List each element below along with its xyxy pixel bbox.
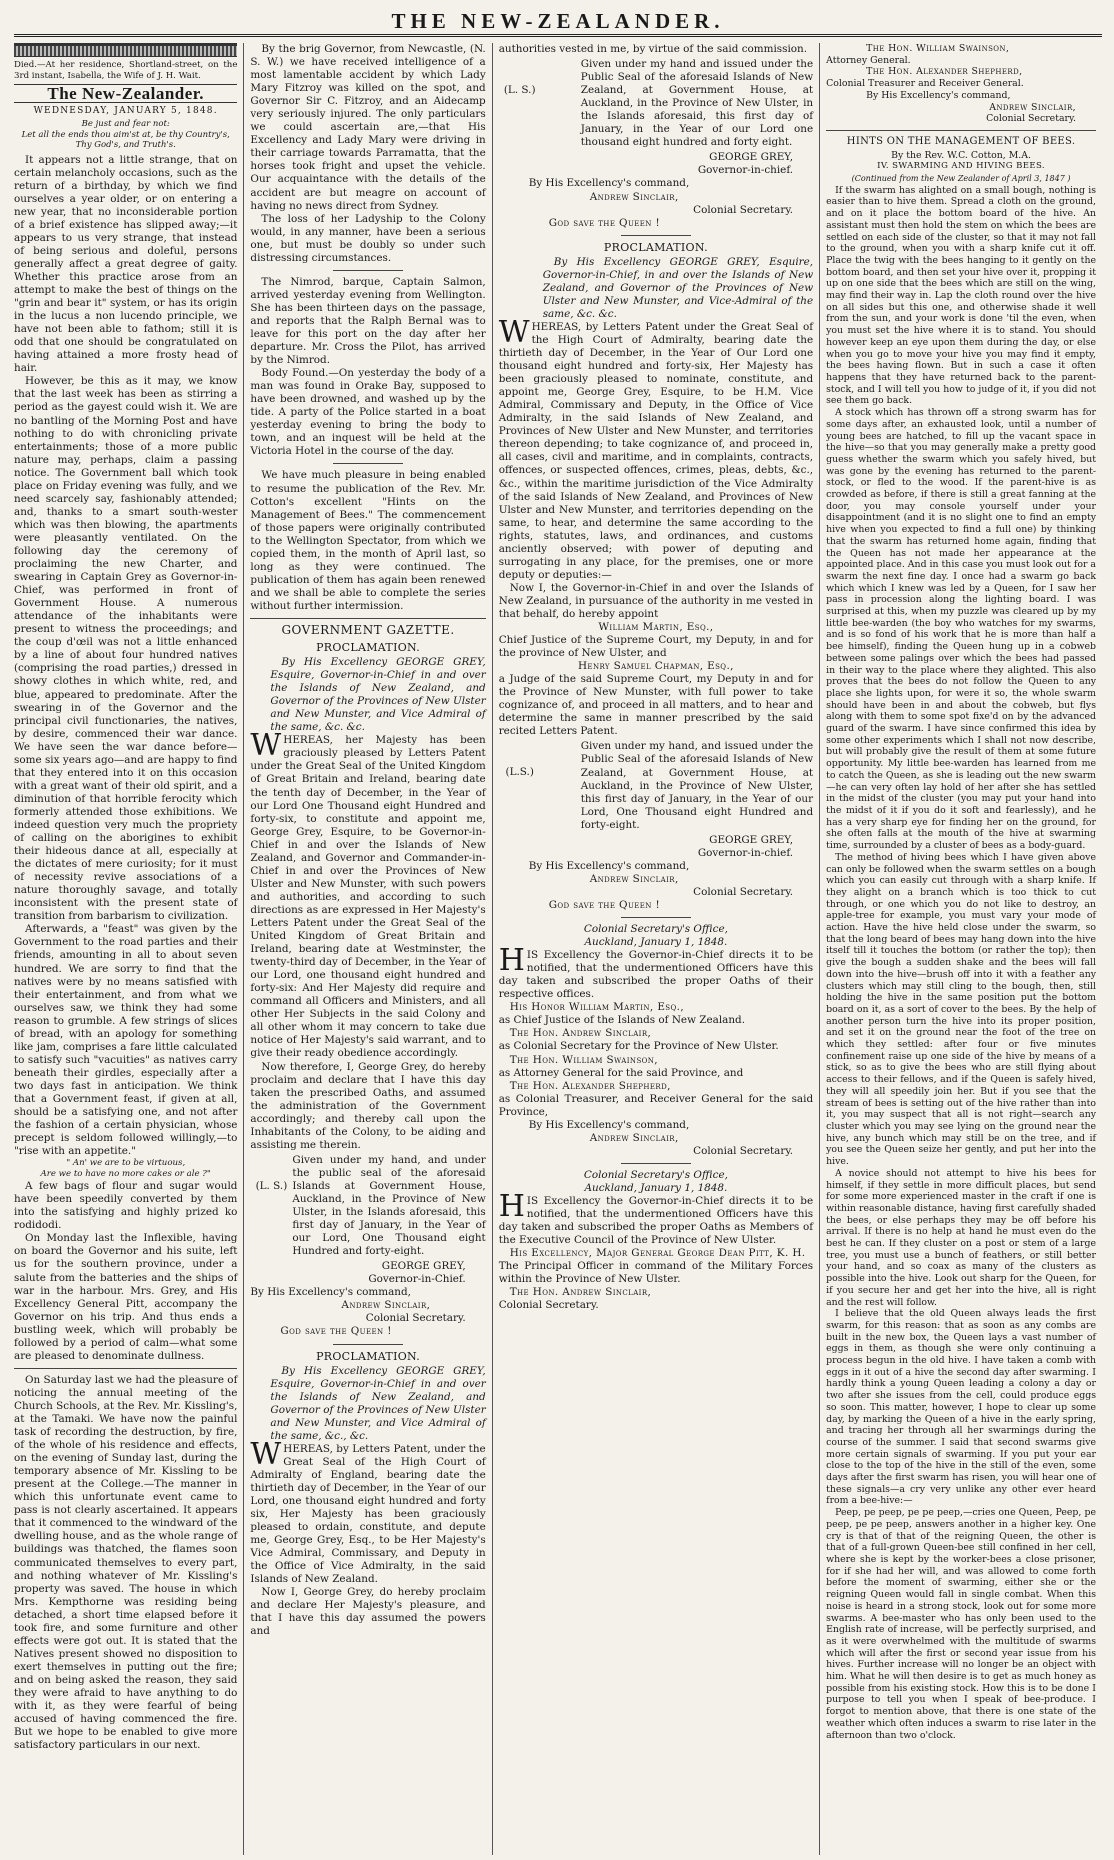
officer-name: The Hon. Andrew Sinclair, — [509, 1286, 652, 1299]
proclamation-byline: By His Excellency GEORGE GREY, Esquire, Governor-in-Chief, in and over the Islands of New Zealand, and Governor of the Provinces of New Ulster and New Munster, and Vice-Admiral of the same, &c. &c. — [542, 255, 814, 320]
article-heading: HINTS ON THE MANAGEMENT OF BEES. — [846, 135, 1076, 147]
article-paragraph: By the brig Governor, from Newcastle, (N. S. W.) we have received intelligence of a most lamentable accident by which Lady Mary Fitzroy was killed on the spot, and Governor Sir C. Fitzroy, and an Aidecamp very seriously injured. The only particulars we could ascertain are,—that His Excellency and Lady Mary were driving in their carriage towards Parramatta, that the horses took fright and upset the vehicle. Our acquaintance with the details of the accident are but meagre on account of having no news direct from Sydney. — [250, 43, 486, 212]
officer-name: The Hon. Alexander Shepherd, — [866, 66, 1023, 78]
officer-name: His Honor William Martin, Esq., — [509, 1001, 685, 1014]
article-section: IV. SWARMING AND HIVING BEES. — [877, 161, 1045, 172]
signature: Andrew Sinclair, — [589, 1131, 679, 1144]
signature-title: Colonial Secretary. — [693, 203, 794, 216]
officer-name: The Hon. William Swainson, — [866, 43, 1010, 54]
motto-line: Let all the ends thou aim'st at, be thy Country's, — [21, 129, 230, 140]
article-paragraph: It appears not a little strange, that on certain melancholy occasions, such as the return of a birthday, by which we find ourselves a year older, or on entering a new year, that no inconsiderable portion of a brief existence has slipped away;—it appears to us very strange, that instead of being serious and doleful, persons generally affect a great degree of gaity. Whether this practice arose from an attempt to make the best of things on the "grin and bear it" system, or has its origin in the lucus a non lucendo principle, we have not been able to fathom; still it is odd that one should be congratulated on having attained a more frosty head of hair. — [14, 153, 238, 375]
proclamation-body: authorities vested in me, by virtue of the said commission. — [498, 43, 808, 55]
officer-role: as Chief Justice of the Islands of New Zealand. — [498, 1014, 745, 1027]
signature-title: Governor-in-chief. — [697, 846, 794, 859]
office-header: Colonial Secretary's Office, — [583, 923, 728, 936]
masthead-rule — [14, 34, 1102, 37]
notice-body: HIS Excellency the Governor-in-Chief directs it to be notified, that the undermentioned Officers have this day taken and subscribed the proper Oaths as Members of the Executive Council of the Province of New Ulster. — [498, 1188, 814, 1247]
article-paragraph: Peep, pe peep, pe pe peep,—cries one Queen, Peep, pe peep, pe pe peep, answers another in a higher key. One cry is that of that of the reigning Queen, the other is that of a full-grown Queen-bee still confined in her cell, where she is kept by the worker-bees a close prisoner, for if she had her will, and was allowed to come forth before the moment of swarming, either she or the reigning Queen would fall in single combat. When this noise is heard in a strong stock, look out for some more swarms. A bee-master who has only been used to the English rate of increase, will be perfectly surprised, and as it were overwhelmed with the multitude of swarms which will after the first or second year issue from his hives. Further increase will no longer be an object with him. What he will then desire is to get as much honey as possible from his existing stock. How this is to be done I purpose to tell you when I speak of bee-produce. I forgot to mention above, that there is one state of the weather which often induces a swarm to rise later in the afternoon than two o'clock. — [826, 1507, 1096, 1741]
column-2 — [243, 43, 491, 1855]
article-paragraph: The loss of her Ladyship to the Colony would, in any manner, have been a serious one, but must be doubly so under such distressing circumstances. — [250, 212, 486, 264]
verse-line: Are we to have no more cakes or ale ?" — [40, 1169, 211, 1180]
seal-block — [499, 58, 813, 149]
signature-title: Colonial Secretary. — [693, 1144, 794, 1157]
officer-role: as Attorney General for the said Province, and — [498, 1066, 744, 1079]
death-notice: Died.—At her residence, Shortland-street, on the 3rd instant, Isabella, the Wife of J. H. Wait. — [14, 60, 238, 81]
divider — [621, 1163, 691, 1164]
article-paragraph: On Saturday last we had the pleasure of noticing the annual meeting of the Church Schools, at the Rev. Mr. Kissling's, at the Tamaki. We have now the painful task of recording the destruction, by fire, of the whole of his residence and effects, on the evening of Sunday last, during the temporary absence of Mr. Kissling to be present at the College.—The manner in which this unfortunate event came to pass is not clearly ascertained. It appears that it commenced to the windward of the dwelling house, and as the whole range of buildings was thatched, the flames soon communicated themselves to every part, and nothing whatever of Mr. Kissling's property was saved. The house in which Mrs. Kempthorne was residing being detached, a short time elapsed before it took fire, and some furniture and other effects were got out. It is stated that the Natives present showed no disposition to exert themselves in putting out the fire; and on being asked the reason, they said they were afraid to have anything to do with it, as they were fearful of being accused of having commenced the fire. But we hope to be enabled to give more satisfactory particulars in our next. — [14, 1373, 238, 1752]
signature-title: Colonial Secretary. — [365, 1312, 466, 1325]
officer-role: The Principal Officer in command of the Military Forces within the Province of New Ulster. — [498, 1260, 814, 1286]
seal-mark: (L.S.) — [505, 766, 534, 779]
article-paragraph: Afterwards, a "feast" was given by the Government to the road parties and their friends, amounting in all to about seven hundred. We are sorry to find that the natives were by no means satisfied with their entertainment, and from what we ourselves saw, we think they had some reason to grumble. A few strings of slices of bread, with an apology for something like jam, comprises a fare little calculated to satisfy such "vacuities" as natives carry beneath their girdles, especially after a two days fast in anticipation. We think that a Government feast, if given at all, should be a satisfying one, and not after the fashion of a certain physician, whose precept is seldom followed willingly,—to "rise with an appetite." — [14, 923, 238, 1158]
motto — [14, 119, 237, 151]
signature-title: Governor-in-chief. — [697, 164, 794, 177]
seal-mark: (L. S.) — [503, 84, 536, 97]
proclamation-byline: By His Excellency GEORGE GREY, Esquire, Governor-in-Chief in and over the Islands of New Zealand, and Governor of the Provinces of New Ulster and New Munster, and Vice Admiral of the same, &c. &c. — [270, 656, 486, 734]
article-paragraph: However, be this as it may, we know that the last week has been as stirring a period as the gayest could wish it. We are no bantling of the Morning Post and have nothing to do with chronicling private entertainments; those of a more public nature may, perhaps, claim a passing notice. The Government ball which took place on Friday evening was fully, and we need scarcely say, fashionably attended; and, thanks to a smart south-wester which was then blowing, the apartments were pleasantly ventilated. On the following day the ceremony of proclaiming the new Charter, and swearing in Captain Grey as Governor-in-Chief, was performed in front of Government House. A numerous attendance of the inhabitants were present to witness the proceedings; and the coup d'œil was not a little enhanced by a line of about four hundred natives (comprising the road parties,) dressed in showy clothes in which white, red, and blue, appeared to predominate. After the swearing in of the Governor and the principal civil functionaries, the natives, by desire, commenced their war dance. We have seen the war dance before—some six years ago—and are happy to find that they entered into it on this occasion with a great want of their old spirit, and a diminution of that horrible ferocity which formerly attended those exhibitions. We indeed question very much the propriety of calling on the aborigines to exhibit their hideous dance at all, especially at the dictates of mere curiosity; for it must of necessity revive associations of a nature thoroughly savage, and totally inconsistent with the present state of transition from barbarism to civilization. — [14, 375, 238, 923]
proclamation-body: WHEREAS, by Letters Patent under the Great Seal of the High Court of Admiralty, bearing date the thirtieth day of December, in the Year of Our Lord one thousand eight hundred and forty-six, Her Majesty has been graciously pleased to nominate, constitute, and appoint me, George Grey, Esquire, to be H.M. Vice Admiral, Commissary and Deputy, in the Office of Vice Admiralty, in the said Islands of New Zealand, and Provinces of New Ulster and New Munster, and territories thereon depending; to take cognizance of, and proceed in, all cases, civil and maritime, and in complaints, contracts, offences, or suspected offences, crimes, pleas, debts, &c., &c., within the maritime jurisdiction of the Vice Admiralty of the said Islands of New Zealand, and Provinces of New Ulster and New Munster, and territories depending on the same, to hear, and determine the same according to the rights, statutes, laws, and ordinances, and customs anciently observed; with power of deputing and surrogating in any place, for the premises, one or more deputy or deputies:— — [498, 314, 814, 581]
seal-block — [250, 1154, 485, 1258]
article-paragraph: The Nimrod, barque, Captain Salmon, arrived yesterday evening from Wellington. She has been thirteen days on the passage, and reports that the Ralph Bernal was to leave for this port on the day after her departure. Mr. Cross the Pilot, has arrived by the Nimrod. — [250, 275, 486, 367]
decorative-border — [14, 43, 237, 57]
signature: Andrew Sinclair, — [589, 190, 679, 203]
column-1 — [14, 43, 243, 1855]
officer-name: His Excellency, Major General George Dean Pitt, K. H. — [509, 1247, 806, 1260]
by-command: By His Excellency's command, — [528, 859, 690, 872]
appointee-role: a Judge of the said Supreme Court, my Deputy in and for the Province of New Munster, with full power to take cognizance of, and proceed in all matters, and to hear and determine the same in manner prescribed by the said recited Letters Patent. — [498, 673, 814, 738]
by-command: By His Excellency's command, — [250, 1286, 411, 1299]
dateline: WEDNESDAY, JANUARY 5, 1848. — [33, 106, 218, 117]
column-3 — [492, 43, 819, 1855]
proclamation-body: Now therefore, I, George Grey, do hereby proclaim and declare that I have this day taken the prescribed Oaths, and assumed the administration of the Government accordingly; and thereby call upon the Inhabitants of the Colony, to be aiding and assisting me therein. — [250, 1060, 486, 1151]
proclamation-body: WHEREAS, by Letters Patent, under the Great Seal of the High Court of Admiralty of England, bearing date the thirtieth day of December, in the Year of our Lord, one thousand eight hundred and forty six, Her Majesty has been graciously pleased to ordain, constitute, and depute me, George Grey, Esq., to be Her Majesty's Vice Admiral, Commissary, and Deputy in the Office of Vice Admiralty, in the said Islands of New Zealand. — [250, 1436, 486, 1586]
by-command: By His Excellency's command, — [528, 1118, 690, 1131]
divider — [333, 463, 403, 464]
divider — [14, 1368, 237, 1369]
article-paragraph: Body Found.—On yesterday the body of a man was found in Orake Bay, supposed to have been drowned, and washed up by the tide. A party of the Police started in a boat yesterday evening to bring the body to town, and an inquest will be held at the Victoria Hotel in the course of the day. — [250, 367, 486, 458]
proclamation-body: WHEREAS, her Majesty has been graciously pleased by Letters Patent under the Great Seal of the United Kingdom of Great Britain and Ireland, bearing date the tenth day of December, in the Year of our Lord One Thousand eight Hundred and forty-six, to constitute and appoint me, George Grey, Esquire, to be Governor-in-Chief in and over the Islands of New Zealand, and Governor and Commander-in-Chief in and over the Provinces of New Ulster and New Munster, with such powers and authorities, and according to such directions as are expressed in Her Majesty's Letters Patent under the Great Seal of the United Kingdom of Great Britain and Ireland, bearing date at Westminster, the twenty-third day of December, in the Year of our Lord, one thousand eight hundred and forty-six: And Her Majesty did require and command all Officers and Ministers, and all other Her Subjects in the said Colony and all other whom it may concern to take due notice of Her Majesty's said warrant, and to give their ready obedience accordingly. — [250, 728, 486, 1060]
verse-quote — [14, 1158, 237, 1180]
divider — [826, 130, 1096, 131]
given-under-hand: Given under my hand, and under the public seal of the aforesaid Islands at Government House, Auckland, in the Province of New Ulster, in the Islands aforesaid, this first day of January, in the Year of our Lord, One Thousand eight Hundred and forty-eight. — [292, 1153, 486, 1258]
article-paragraph: The method of hiving bees which I have given above can only be followed when the swarm settles on a bough which you can easily cut through with a sharp knife. If they alight on a branch which is too thick to cut through, or one which you do not like to destroy, an apple-tree for example, you must vary your mode of action. Have the hive held close under the swarm, so that the long beard of bees may hang down into the hive itself till it touches the bottom (or rather the top); then give the bough a sudden shake and the bees will fall down into the hive—brush off into it with a feather any clusters which may still cling to the bough, then, still holding the hive in the same position put the bottom board on it, as a sort of cover to the bees. By the help of another person turn the hive into its proper position, and set it on the ground near the foot of the tree on which they settled: after four or five minutes confinement raise up one side of the hive by means of a stick, so as to give the bees who are still flying about access to their fellows, and if the Queen is safely hived, they will all speedily join her. But if you see that the stream of bees is setting out of the hive rather than into it, you may suspect that all is not right—search any cluster which you may see lying on the ground near the hive, any bunch which may still be on the tree, and if you see the Queen seize her gently, and put her into the hive. — [826, 851, 1096, 1168]
verse-line: " An' we are to be virtuous, — [66, 1158, 186, 1169]
signature: Andrew Sinclair, — [589, 872, 679, 885]
signature: Andrew Sinclair, — [989, 101, 1076, 113]
god-save-queen: God save the Queen ! — [280, 1325, 392, 1338]
signature: Andrew Sinclair, — [341, 1299, 431, 1312]
by-command: By His Excellency's command, — [528, 177, 690, 190]
proclamation-byline: By His Excellency GEORGE GREY, Esquire, Governor-in-Chief in and over the Islands of New Zealand, and Governor of the Provinces of New Ulster and New Munster, and Vice Admiral of the same, &c., &c. — [270, 1364, 486, 1442]
article-paragraph: We have much pleasure in being enabled to resume the publication of the Rev. Mr. Cotton's excellent "Hints on the Management of Bees." The commencement of those papers were originally contributed to the Wellington Spectator, from which we copied them, in the month of April last, so long as they were continued. The publication of them has again been renewed and we shall be able to complete the series without further intermission. — [250, 469, 486, 612]
editorial-flag: The New-Zealander. — [14, 84, 237, 103]
proclamation-body: Now I, the Governor-in-Chief in and over the Islands of New Zealand, in pursuance of the authority in me vested in that behalf, do hereby appoint — [498, 581, 814, 620]
officer-role: Attorney General. — [826, 54, 911, 66]
signature-title: Governor-in-Chief. — [368, 1273, 466, 1286]
appointee-role: Chief Justice of the Supreme Court, my Deputy, in and for the province of New Ulster, and — [498, 634, 814, 660]
notice-body: HIS Excellency the Governor-in-Chief directs it to be notified, that the undermentioned Officers have this day taken and subscribed the proper Oaths of their respective offices. — [498, 943, 814, 1001]
proclamation-title: PROCLAMATION. — [316, 1349, 421, 1363]
officer-name: The Hon. Andrew Sinclair, — [509, 1027, 652, 1040]
officer-name: The Hon. William Swainson, — [509, 1053, 659, 1066]
officer-role: Colonial Treasurer and Receiver General. — [826, 78, 1024, 90]
gazette-heading: GOVERNMENT GAZETTE. — [281, 622, 455, 637]
column-4 — [819, 43, 1102, 1855]
continuation-note: (Continued from the New Zealander of April 3, 1847 ) — [851, 174, 1071, 184]
motto-line: Be just and fear not: — [81, 119, 170, 130]
divider — [250, 618, 485, 619]
divider — [333, 270, 403, 271]
given-under-hand: Given under my hand and issued under the Public Seal of the aforesaid Islands of New Zealand, at Government House, at Auckland, in the Province of New Ulster, in the Islands aforesaid, this first day of January, in the Year of our Lord one thousand eight hundred and forty eight. — [580, 58, 814, 149]
officer-role: Colonial Secretary. — [498, 1299, 599, 1312]
article-paragraph: A stock which has thrown off a strong swarm has for some days after, an exhausted look, until a number of young bees are hatched, to fill up the vacant space in the hive—so that you may generally make a pretty good guess whether the swarm which you safely hived, but was gone by the evening has returned to the parent-stock, or fled to the wood. If the parent-hive is as crowded as before, if there is still a great fanning at the door, you may console yourself under your disappointment (and it is no slight one to find an empty hive when you expected to find a full one) by thinking that the swarm has returned home again, finding that the Queen has not made her appearance at the appointed place. And in this case you must look out for a swarm the next fine day. I once had a swarm go back which which I knew was led by a Queen, for I saw her pass in procession along the lighting board. I was surprised at this, when my puzzle was cleared up by my little bee-warden (the boy who watches for my swarms, and is so fond of his work that he is more than half a bee himself), finding the Queen hung up in a cobweb between some palings over which the bees had passed in their way to the place where they alighted. This also proves that the bees do not follow the Queen to any place she lights upon, for were it so, the whole swarm should have been in and about the cobweb, but flys along with them to some spot fixe'd on by the advanced guard of the swarm. I have since confirmed this idea by some other experiments which I shall not now describe, but will probably give the result of them at some future opportunity. My little bee-warden has learned from me to catch the Queen, as she is leading out the new swarm—he can very often lay hold of her after she has settled in the midst of the cluster (you may put your hand into the midst of it if you do it soft and fearlessly), and he has a very sharp eye for finding her on the ground, for she often falls at the mouth of the hive at swarming time, surrounded by a cluster of bees as a body-guard. — [826, 407, 1096, 852]
divider — [621, 235, 691, 236]
seal-mark: (L. S.) — [255, 1179, 288, 1192]
god-save-queen: God save the Queen ! — [548, 899, 661, 911]
divider — [333, 1344, 403, 1345]
officer-name: The Hon. Alexander Shepherd, — [509, 1079, 671, 1092]
motto-line: Thy God's, and Truth's. — [75, 140, 176, 151]
article-paragraph: On Monday last the Inflexible, having on board the Governor and his suite, left us for the southern province, under a salute from the batteries and the ships of war in the harbour. Mrs. Grey, and His Excellency General Pitt, accompany the Governor on his trip. And thus ends a bustling week, which will probably be followed by a period of calm—what some are pleased to denominate dullness. — [14, 1232, 238, 1362]
masthead: THE NEW-ZEALANDER. — [391, 9, 725, 33]
signature: GEORGE GREY, — [709, 833, 794, 846]
officer-role: as Colonial Treasurer, and Receiver General for the said Province, — [498, 1092, 814, 1118]
signature: GEORGE GREY, — [381, 1260, 466, 1273]
article-author: By the Rev. W.C. Cotton, M.A. — [891, 149, 1031, 161]
divider — [621, 917, 691, 918]
signature-title: Colonial Secretary. — [693, 885, 794, 898]
article-paragraph: If the swarm has alighted on a small bough, nothing is easier than to hive them. Spread a cloth on the ground, and on it place the bottom board of the hive. An assistant must then hold the stem on which the bees are settled on each side of the cluster, so that it may not fall to the ground, when you with a sharp knife cut it off. Place the twig with the bees hanging to it gently on the bottom board, and then set your hive over it, propping it up on one side that the bees which are still on the wing, may find their way in. Lap the cloth round over the hive on all sides but this one, and otherwise shade it well from the sun, and your work is done 'til the even, when you must set the hive where it is to stand. You should however keep an eye upon them during the day, or else when you go to move your hive you may find it empty, the bees having flown. But in such a case it often happens that they have returned back to the parent-stock, and I will tell you how to judge of it, if you did not see them go back. — [826, 184, 1096, 407]
signature: GEORGE GREY, — [709, 151, 794, 164]
appointee-name: William Martin, Esq., — [598, 621, 714, 634]
god-save-queen: God save the Queen ! — [548, 216, 661, 229]
office-date: Auckland, January 1, 1848. — [584, 936, 728, 949]
office-date: Auckland, January 1, 1848. — [584, 1181, 728, 1194]
appointee-name: Henry Samuel Chapman, Esq., — [577, 660, 734, 673]
office-header: Colonial Secretary's Office, — [583, 1168, 728, 1181]
officer-role: as Colonial Secretary for the Province of New Ulster. — [498, 1040, 779, 1053]
article-paragraph: A novice should not attempt to hive his bees for himself, if they settle in more difficult places, but send for some more experienced master in the craft if one is within reasonable distance, having first carefully shaded the bees, or else perhaps they may be off before his arrival. If there is no help at hand he must even do the best he can. If they cluster on a post or stem of a large tree, you must use a bunch of feathers, or still better your hand, and so coax as many of the clusters as possible into the hive. Look out sharp for the Queen, for if you secure her and get her into the hive, all is right and the rest will follow. — [826, 1167, 1096, 1308]
given-under-hand: Given under my hand, and issued under the Public Seal of the aforesaid Islands of New Zealand, at Government House, at Auckland, in the Province of New Ulster, this first day of January, in the Year of our Lord, One Thousand eight Hundred and forty-eight. — [580, 740, 814, 831]
proclamation-body: Now I, George Grey, do hereby proclaim and declare Her Majesty's pleasure, and that I have this day assumed the powers and — [250, 1586, 486, 1638]
signature-title: Colonial Secretary. — [986, 113, 1076, 125]
proclamation-title: PROCLAMATION. — [603, 240, 708, 254]
proclamation-title: PROCLAMATION. — [316, 641, 421, 655]
article-paragraph: I believe that the old Queen always leads the first swarm, for this reason: that as soon as any combs are built in the new box, the Queen lays a vast number of eggs in them, as though she were only continuing a process begun in the old hive. I have taken a comb with eggs in it out of a hive the second day after swarming. I hardly think a young Queen leading a colony a day or two after she issues from the cell, could produce eggs so soon. This matter, however, I hope to clear up some day, by marking the Queen of a hive in the early spring, and tracing her through all her swarmings during the course of the summer. I said that second swarms give more certain signals of swarming. If you put your ear close to the top of the hive in the still of the even, some days after the first swarm has risen, you will hear one of these signals—a cry very unlike any other ever heard from a bee-hive:— — [826, 1308, 1096, 1507]
article-paragraph: A few bags of flour and sugar would have been speedily converted by them into the satisfying and highly prized ko rodidodi. — [14, 1180, 238, 1232]
columns — [14, 43, 1102, 1855]
seal-block — [499, 740, 813, 831]
by-command: By His Excellency's command, — [866, 89, 1011, 101]
